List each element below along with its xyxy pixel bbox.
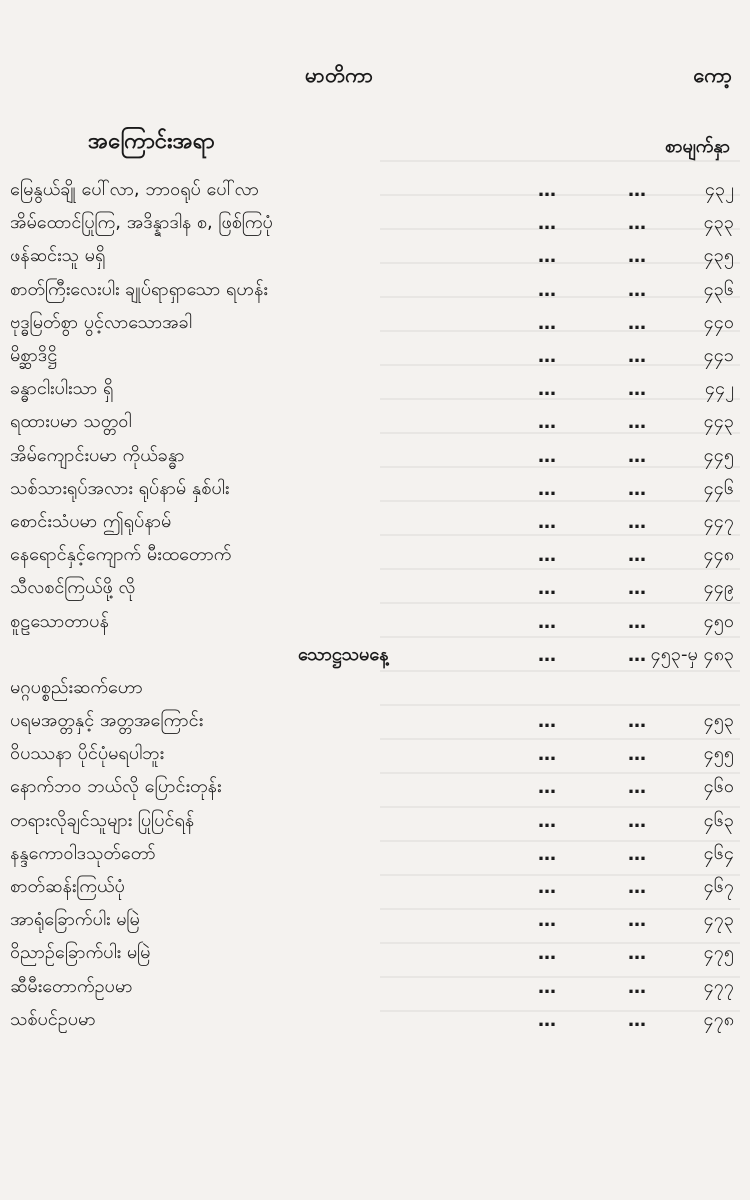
leader-dot-group: … xyxy=(538,644,558,666)
leader-dot-group: … xyxy=(628,578,648,600)
toc-entry-title: စောင်းသံပမာ ဤရုပ်နာမ် xyxy=(10,510,172,532)
column-header-page: စာမျက်နှာ xyxy=(665,136,730,157)
toc-leader-dots xyxy=(538,777,648,798)
toc-leader-dots xyxy=(538,1010,648,1031)
leader-dot-group: … xyxy=(628,711,648,733)
toc-leader-dots xyxy=(538,578,648,599)
leader-dot-group: … xyxy=(628,1009,648,1031)
leader-dot-group: … xyxy=(628,246,648,268)
toc-page-number: ၄၇၇ xyxy=(703,975,734,997)
leader-dot-group: … xyxy=(628,213,648,235)
toc-page-number: ၄၅၀ xyxy=(703,610,734,632)
toc-row xyxy=(10,805,738,838)
toc-entry-title: ဝိညာဉ်ခြောက်ပါး မမြဲ xyxy=(10,942,151,964)
toc-entry-title: အိမ်ကျောင်းပမာ ကိုယ်ခန္ဓာ xyxy=(10,444,185,466)
toc-page-number: ၄၄၇ xyxy=(703,510,734,532)
toc-leader-dots xyxy=(538,711,648,732)
leader-dot-group: … xyxy=(538,711,558,733)
toc-row xyxy=(10,705,738,738)
toc-entry-title: သောဋ္ဌသမနေ့ xyxy=(298,643,389,665)
toc-leader-dots xyxy=(538,512,648,533)
leader-dot-group: … xyxy=(628,511,648,533)
toc-page-number: ၄၇၃ xyxy=(703,909,734,931)
toc-entry-title: နန္ဒကောဝါဒသုတ်တော် xyxy=(10,842,156,864)
toc-row xyxy=(10,174,738,207)
toc-entry-title: မဂ္ဂပစ္စည်းဆက်ဟော xyxy=(10,676,143,698)
toc-page-number: ၄၄၀ xyxy=(703,311,734,333)
toc-entry-title: ရထားပမာ သတ္တဝါ xyxy=(10,411,132,433)
toc-page-number: ၄၃၂ xyxy=(704,179,734,201)
toc-row xyxy=(10,904,738,937)
toc-leader-dots xyxy=(538,811,648,832)
toc-leader-dots xyxy=(538,943,648,964)
toc-row xyxy=(10,440,738,473)
leader-dot-group: … xyxy=(538,213,558,235)
toc-entry-title: ခန္ဓာငါးပါးသာ ရှိ xyxy=(10,378,114,400)
toc-entry-title: စူဠသောတာပန် xyxy=(10,610,109,632)
table-of-contents xyxy=(10,174,738,1037)
toc-leader-dots xyxy=(538,977,648,998)
leader-dot-group: … xyxy=(628,976,648,998)
toc-leader-dots xyxy=(538,877,648,898)
leader-dot-group: … xyxy=(628,445,648,467)
toc-entry-title: သစ်ပင်ဥပမာ xyxy=(10,1008,96,1030)
toc-page-number: ၄၆၄ xyxy=(703,842,734,864)
toc-leader-dots xyxy=(538,180,648,201)
toc-page-number: ၄၄၅ xyxy=(703,444,734,466)
toc-row xyxy=(10,871,738,904)
toc-leader-dots xyxy=(538,910,648,931)
leader-dot-group: … xyxy=(538,511,558,533)
toc-entry-title: သစ်သားရုပ်အလား ရုပ်နာမ် နှစ်ပါး xyxy=(10,477,230,499)
toc-row xyxy=(10,506,738,539)
toc-leader-dots xyxy=(538,446,648,467)
toc-page-number: ၄၃၅ xyxy=(703,245,734,267)
toc-page-number: ၄၆၃ xyxy=(703,809,734,831)
leader-dot-group: … xyxy=(628,810,648,832)
toc-page-number: ၄၇၈ xyxy=(703,1008,734,1030)
toc-row xyxy=(10,207,738,240)
leader-dot-group: … xyxy=(628,644,648,666)
leader-dot-group: … xyxy=(538,312,558,334)
toc-entry-title: စာတ်ကြီးလေးပါး ချုပ်ရာရှာသော ရဟန်း xyxy=(10,278,268,300)
toc-leader-dots xyxy=(538,744,648,765)
toc-page-number: ၄၅၃-မှ ၄၈၃ xyxy=(650,643,734,665)
leader-dot-group: … xyxy=(538,810,558,832)
toc-row xyxy=(10,605,738,638)
toc-row xyxy=(10,937,738,970)
toc-row xyxy=(10,1004,738,1037)
leader-dot-group: … xyxy=(628,744,648,766)
toc-page-number: ၄၄၃ xyxy=(703,411,734,433)
leader-dot-group: … xyxy=(538,412,558,434)
toc-entry-title: စာတ်ဆန်းကြယ်ပုံ xyxy=(10,876,125,898)
leader-dot-group: … xyxy=(628,877,648,899)
toc-row xyxy=(10,473,738,506)
toc-page-number: ၄၄၆ xyxy=(703,477,734,499)
toc-entry-title: နေရောင်နှင့်ကျောက် မီးထတောက် xyxy=(10,544,232,566)
toc-row xyxy=(10,307,738,340)
toc-row xyxy=(10,340,738,373)
toc-entry-title: သီလစင်ကြယ်ဖို့ လို xyxy=(10,577,136,599)
toc-row xyxy=(10,406,738,439)
toc-page-number: ၄၄၁ xyxy=(703,345,734,367)
toc-entry-title: အာရုံခြောက်ပါး မမြဲ xyxy=(10,909,140,931)
leader-dot-group: … xyxy=(538,478,558,500)
leader-dot-group: … xyxy=(538,1009,558,1031)
toc-row xyxy=(10,838,738,871)
toc-entry-title: အိမ်ထောင်ပြုကြ, အဒိန္နာဒါန စ, ဖြစ်ကြပုံ xyxy=(10,212,273,234)
leader-dot-group: … xyxy=(628,478,648,500)
toc-page-number: ၄၄၂ xyxy=(704,378,734,400)
leader-dot-group: … xyxy=(538,379,558,401)
leader-dot-group: … xyxy=(628,412,648,434)
leader-dot-group: … xyxy=(538,877,558,899)
column-header-content: အကြောင်းအရာ xyxy=(88,129,215,154)
leader-dot-group: … xyxy=(538,445,558,467)
toc-leader-dots xyxy=(538,346,648,367)
leader-dot-group: … xyxy=(538,545,558,567)
toc-page-number: ၄၄၉ xyxy=(703,577,734,599)
leader-dot-group: … xyxy=(628,279,648,301)
toc-entry-title: တရားလိုချင်သူများ ပြုပြင်ရန် xyxy=(10,809,195,831)
toc-page-number: ၄၅၃ xyxy=(703,710,734,732)
leader-dot-group: … xyxy=(538,279,558,301)
toc-entry-title: ဗုဒ္ဓမြတ်စွာ ပွင့်လာသောအခါ xyxy=(10,311,192,333)
toc-row xyxy=(10,274,738,307)
leader-dot-group: … xyxy=(538,777,558,799)
leader-dot-group: … xyxy=(628,611,648,633)
toc-page-number: ၄၃၆ xyxy=(703,278,734,300)
leader-dot-group: … xyxy=(538,611,558,633)
toc-page-number: ၄၄၈ xyxy=(703,544,734,566)
page-header-right: ကော့ xyxy=(693,63,732,87)
toc-leader-dots xyxy=(538,379,648,400)
leader-dot-group: … xyxy=(538,180,558,202)
page-title: မာတိကာ xyxy=(305,63,374,87)
leader-dot-group: … xyxy=(628,545,648,567)
toc-leader-dots xyxy=(538,213,648,234)
toc-leader-dots xyxy=(538,612,648,633)
toc-entry-title: ဝိပဿနာ ပိုင်ပုံမရပါဘူး xyxy=(10,743,165,765)
toc-page-number: ၄၆၀ xyxy=(703,776,734,798)
toc-row xyxy=(10,738,738,771)
leader-dot-group: … xyxy=(628,943,648,965)
toc-leader-dots xyxy=(538,645,648,666)
toc-entry-title: မိစ္ဆာဒိဋ္ဌိ xyxy=(10,345,57,367)
leader-dot-group: … xyxy=(538,976,558,998)
leader-dot-group: … xyxy=(628,910,648,932)
leader-dot-group: … xyxy=(628,180,648,202)
leader-dot-group: … xyxy=(538,910,558,932)
toc-row xyxy=(10,971,738,1004)
leader-dot-group: … xyxy=(538,578,558,600)
leader-dot-group: … xyxy=(628,843,648,865)
leader-dot-group: … xyxy=(538,246,558,268)
toc-row xyxy=(10,373,738,406)
toc-entry-title: ဖန်ဆင်းသူ မရှိ xyxy=(10,245,106,267)
toc-entry-title: မြေနွယ်ချို ပေါ်လာ, ဘာဝရုပ် ပေါ်လာ xyxy=(10,179,259,201)
toc-leader-dots xyxy=(538,246,648,267)
toc-entry-title: နောက်ဘဝ ဘယ်လို ပြောင်းတုန်း xyxy=(10,776,222,798)
toc-leader-dots xyxy=(538,313,648,334)
toc-leader-dots xyxy=(538,280,648,301)
leader-dot-group: … xyxy=(628,312,648,334)
toc-leader-dots xyxy=(538,412,648,433)
toc-page-number: ၄၆၇ xyxy=(703,876,734,898)
toc-page-number: ၄၇၅ xyxy=(703,942,734,964)
toc-entry-title: ဆီမီးတောက်ဥပမာ xyxy=(10,975,133,997)
leader-dot-group: … xyxy=(628,777,648,799)
toc-page-number: ၄၃၃ xyxy=(703,212,734,234)
toc-page-number: ၄၅၅ xyxy=(703,743,734,765)
toc-section-row xyxy=(10,639,738,672)
toc-leader-dots xyxy=(538,479,648,500)
toc-row xyxy=(10,539,738,572)
toc-row xyxy=(10,240,738,273)
toc-row xyxy=(10,672,738,705)
leader-dot-group: … xyxy=(538,843,558,865)
toc-leader-dots xyxy=(538,545,648,566)
leader-dot-group: … xyxy=(538,943,558,965)
leader-dot-group: … xyxy=(628,379,648,401)
toc-row xyxy=(10,771,738,804)
toc-leader-dots xyxy=(538,844,648,865)
leader-dot-group: … xyxy=(628,346,648,368)
leader-dot-group: … xyxy=(538,744,558,766)
leader-dot-group: … xyxy=(538,346,558,368)
toc-row xyxy=(10,572,738,605)
toc-entry-title: ပရမအတ္တနှင့် အတ္တအကြောင်း xyxy=(10,710,204,732)
